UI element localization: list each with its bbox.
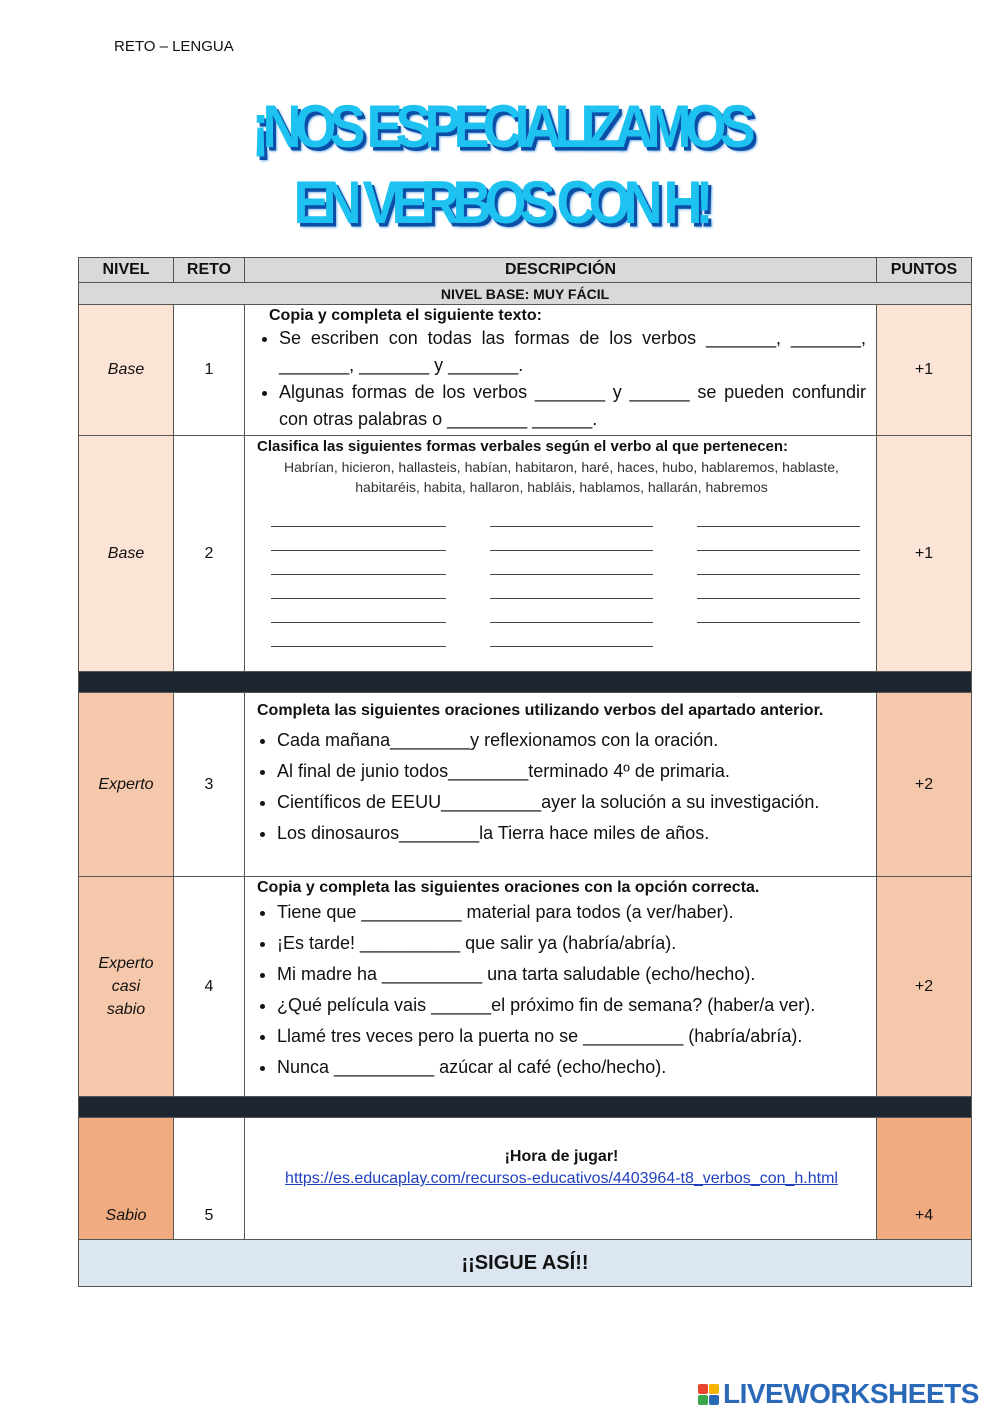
header-label: RETO – LENGUA (114, 38, 234, 55)
verb-list-line-2: habitaréis, habita, hallaron, habláis, hablamos, hallarán, habremos (355, 479, 768, 495)
reto-number: 4 (174, 877, 245, 1097)
list-item: • ¿Qué película vais ______el próximo fin de semana? (haber/a ver). (277, 990, 866, 1021)
points-cell: +2 (877, 693, 972, 877)
description-cell (245, 877, 877, 1097)
list-item: • Nunca __________ azúcar al café (echo/hecho). (277, 1052, 866, 1083)
answer-line[interactable] (697, 513, 860, 527)
answer-line[interactable] (490, 585, 653, 599)
answer-line[interactable] (697, 561, 860, 575)
list-item: • Se escriben con todas las formas de los verbos _______, _______, _______, _______ y _______. (279, 325, 866, 379)
col-header-nivel: NIVEL (79, 258, 174, 283)
table-row (79, 1118, 972, 1240)
description-cell (245, 305, 877, 436)
answer-line[interactable] (490, 537, 653, 551)
task-title: Completa las siguientes oraciones utilizando verbos del apartado anterior. (257, 702, 824, 719)
answer-line[interactable] (271, 537, 446, 551)
answer-line[interactable] (697, 609, 860, 623)
task-title: Clasifica las siguientes formas verbales según el verbo al que pertenecen: (257, 438, 789, 455)
list-item: • Al final de junio todos________terminado 4º de primaria. (277, 756, 866, 787)
answer-line[interactable] (697, 537, 860, 551)
list-item: • Algunas formas de los verbos _______ y ______ se pueden confundir con otras palabras o ________ ______. (279, 379, 866, 433)
answer-line[interactable] (271, 609, 446, 623)
list-item: • ¡Es tarde! __________ que salir ya (habría/abría). (277, 928, 866, 959)
level-cell: Base (79, 436, 174, 672)
reto-number: 2 (174, 436, 245, 672)
liveworksheets-logo (698, 1378, 979, 1410)
answer-line[interactable] (271, 561, 446, 575)
col-header-descripcion: DESCRIPCIÓN (245, 258, 877, 283)
list-item: • Tiene que __________ material para todos (a ver/haber). (277, 897, 866, 928)
table-header (79, 258, 972, 283)
verb-list-line-1: Habrían, hicieron, hallasteis, habían, habitaron, haré, haces, hubo, hablaremos, hablaste, (284, 459, 839, 475)
description-cell (245, 436, 877, 672)
title-line-1: ¡NOS ESPECIALIZAMOS (251, 93, 749, 161)
reto-number: 3 (174, 693, 245, 877)
points-cell: +1 (877, 305, 972, 436)
level-cell: Base (79, 305, 174, 436)
description-cell (245, 1118, 877, 1240)
answer-line[interactable] (271, 513, 446, 527)
list-item: • Cada mañana________y reflexionamos con la oración. (277, 725, 866, 756)
level-cell: Experto (79, 693, 174, 877)
educaplay-link[interactable]: https://es.educaplay.com/recursos-educativos/4403964-t8_verbos_con_h.html (285, 1170, 838, 1187)
task-title: Copia y completa las siguientes oraciones con la opción correcta. (257, 879, 760, 896)
task-title: ¡Hora de jugar! (504, 1148, 619, 1165)
separator-row (79, 672, 972, 693)
col-header-reto: RETO (174, 258, 245, 283)
answer-line[interactable] (697, 585, 860, 599)
footer-row (79, 1240, 972, 1287)
points-cell: +2 (877, 877, 972, 1097)
answer-line[interactable] (490, 633, 653, 647)
points-cell: +1 (877, 436, 972, 672)
title-line-2: EN VERBOS CON H! (293, 169, 707, 237)
section-base-label: NIVEL BASE: MUY FÁCIL (79, 283, 972, 305)
answer-lines (271, 513, 866, 647)
col-header-puntos: PUNTOS (877, 258, 972, 283)
challenge-table (78, 257, 972, 1287)
footer-message: ¡¡SIGUE ASÍ!! (79, 1240, 972, 1287)
list-item: • Mi madre ha __________ una tarta saludable (echo/hecho). (277, 959, 866, 990)
description-cell (245, 693, 877, 877)
answer-line[interactable] (271, 585, 446, 599)
liveworksheets-icon (698, 1384, 719, 1405)
level-cell: Sabio (79, 1118, 174, 1240)
list-item: • Científicos de EEUU__________ayer la solución a su investigación. (277, 787, 866, 818)
liveworksheets-text: LIVEWORKSHEETS (723, 1378, 979, 1409)
table-row (79, 305, 972, 436)
level-cell: Experto casi sabio (79, 877, 174, 1097)
table-row (79, 693, 972, 877)
reto-number: 1 (174, 305, 245, 436)
answer-line[interactable] (271, 633, 446, 647)
list-item: • Los dinosauros________la Tierra hace miles de años. (277, 818, 866, 849)
answer-line[interactable] (490, 513, 653, 527)
points-cell: +4 (877, 1118, 972, 1240)
section-base-row (79, 283, 972, 305)
answer-line[interactable] (490, 609, 653, 623)
task-title: Copia y completa el siguiente texto: (269, 307, 542, 324)
table-row (79, 877, 972, 1097)
table-row (79, 436, 972, 672)
reto-number: 5 (174, 1118, 245, 1240)
answer-line[interactable] (490, 561, 653, 575)
list-item: • Llamé tres veces pero la puerta no se __________ (habría/abría). (277, 1021, 866, 1052)
separator-row (79, 1097, 972, 1118)
